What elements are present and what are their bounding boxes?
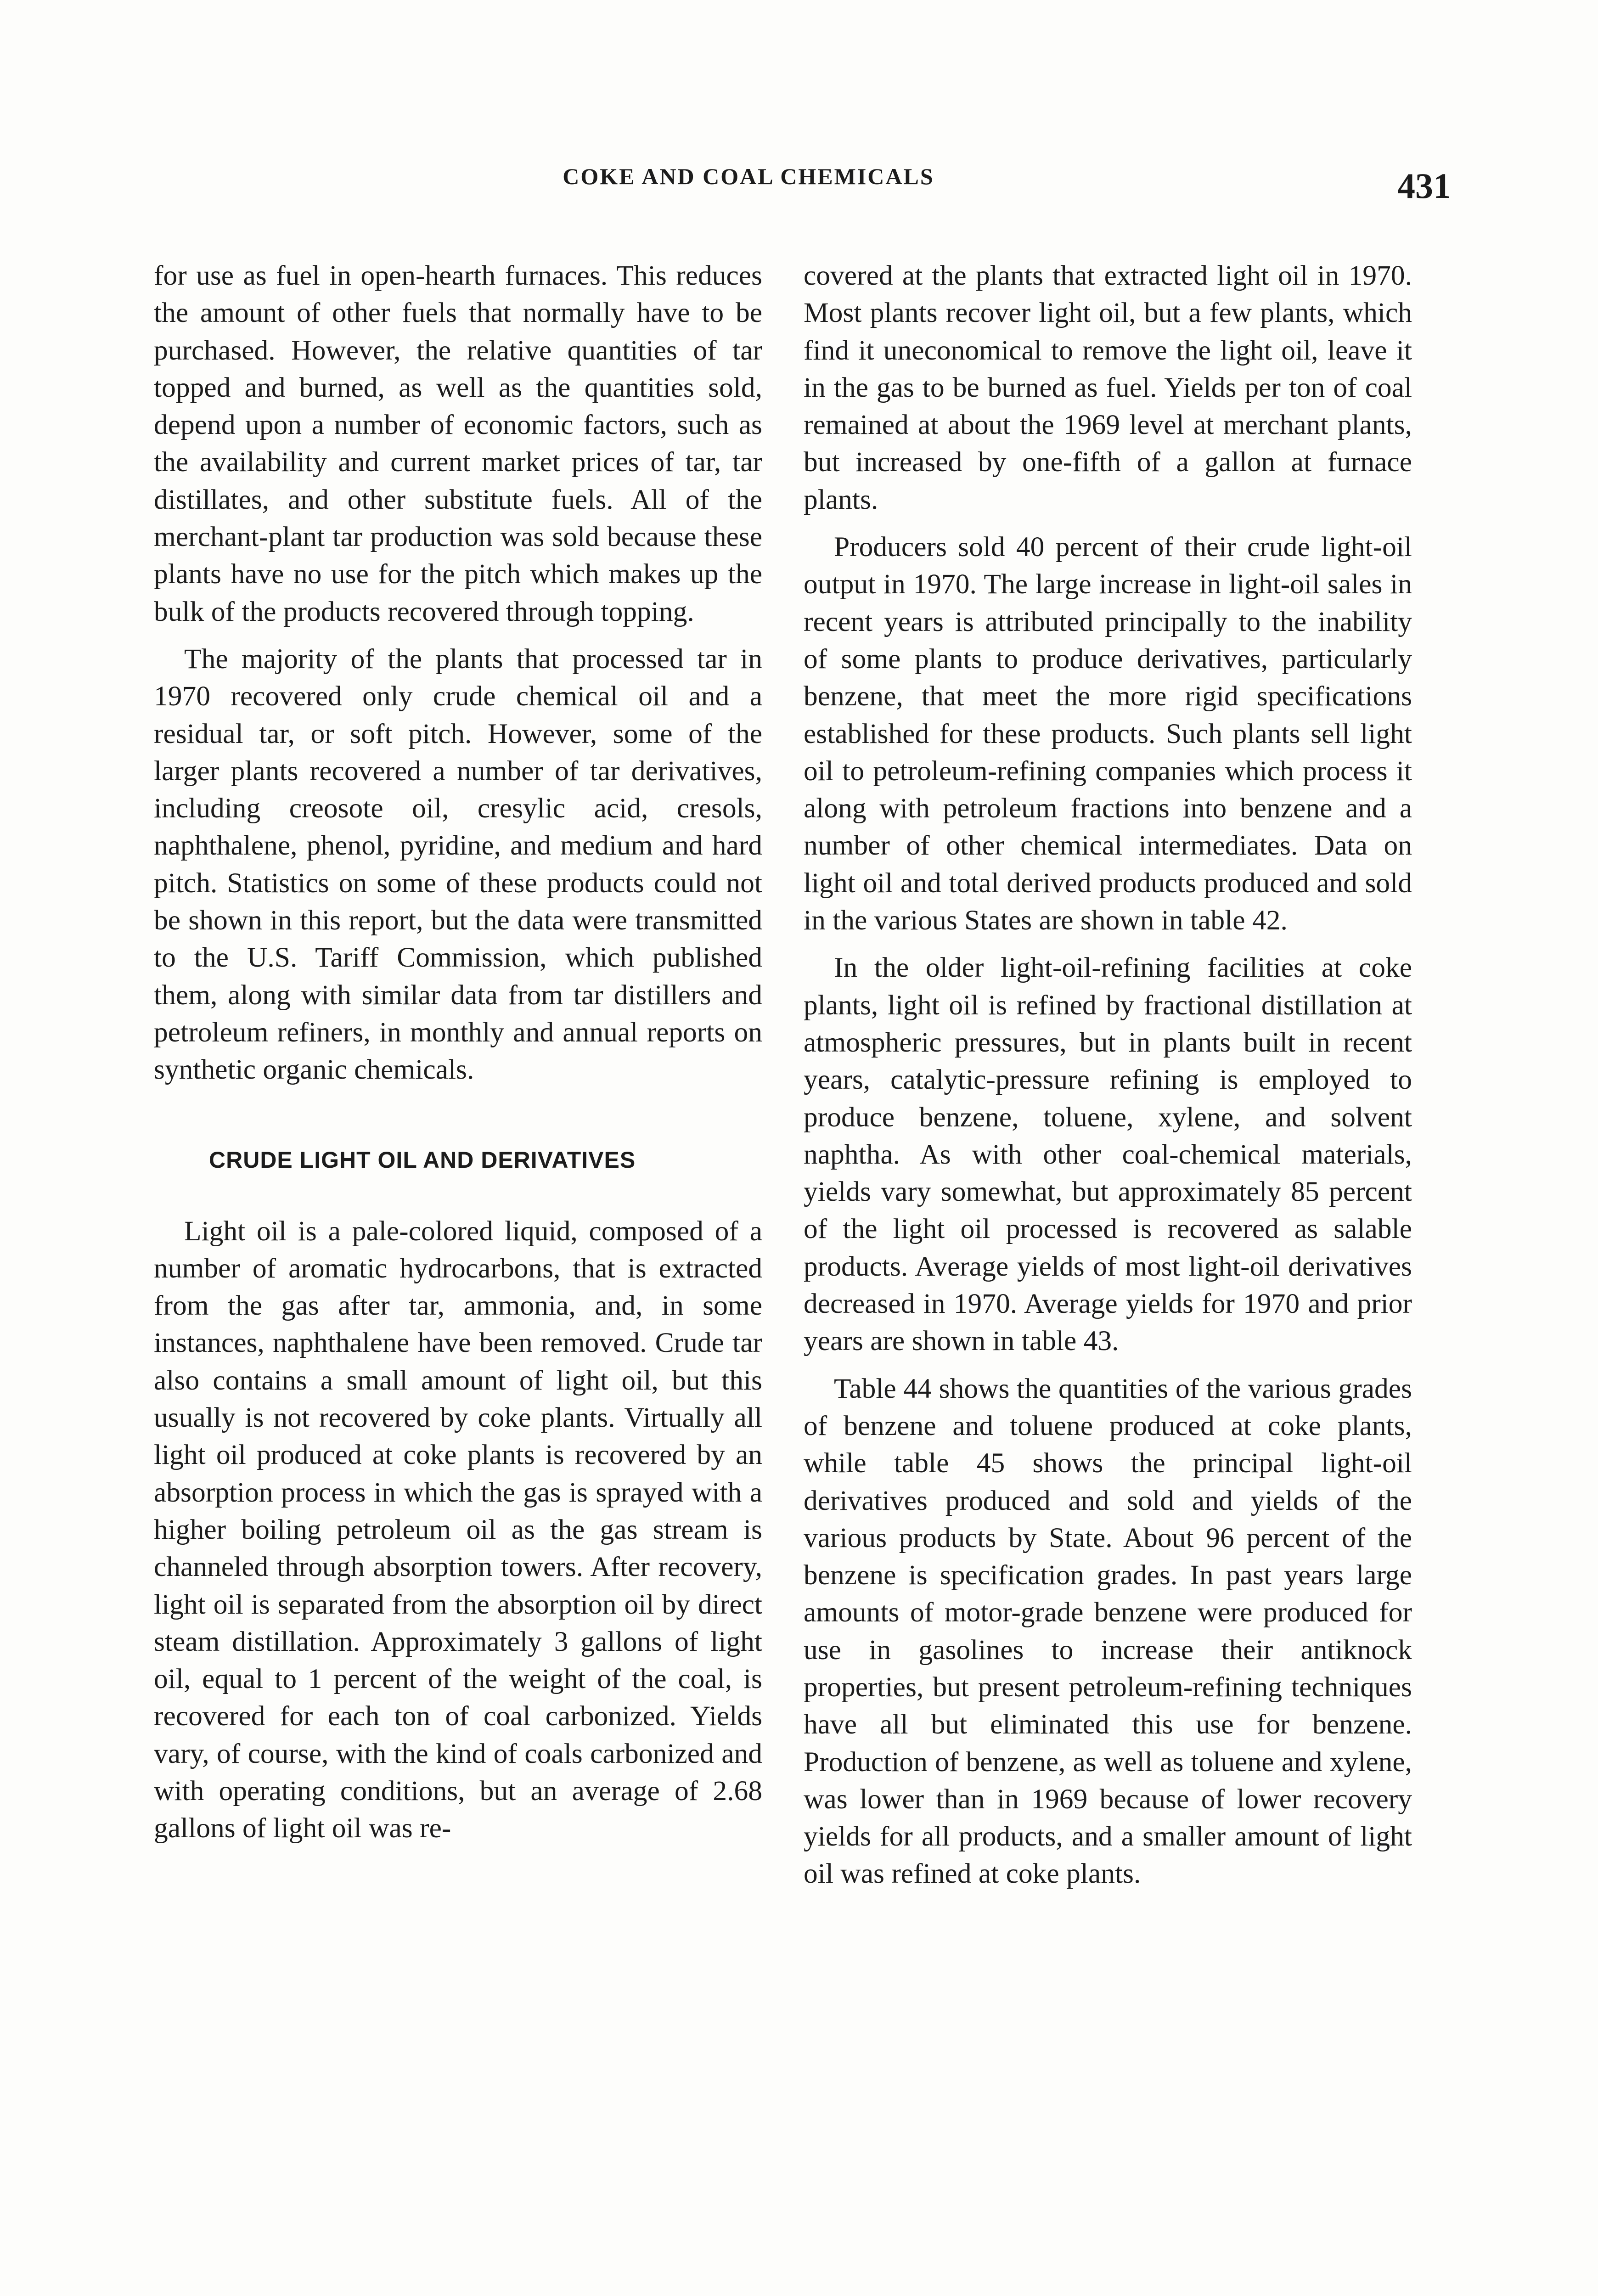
right-paragraph-1: covered at the plants that extracted light oil in 1970. Most plants recover light oil, but a few plants, which find it uneconomical to remove the light oil, leave it in the gas to be burned as fuel. Yields per ton of coal remained at about the 1969 level at merchant plants, but increased by one-fifth of a gallon at furnace plants. bbox=[804, 260, 1412, 515]
section-heading: CRUDE LIGHT OIL AND DERIVATIVES bbox=[209, 1147, 636, 1173]
right-paragraph-2: Producers sold 40 percent of their crude light-oil output in 1970. The large increase in light-oil sales in recent years is attributed principally to the inability of some plants to produce derivatives, particularly benzene, that meet the more rigid specifications established for these products. Such plants sell light oil to petroleum-refining companies which process it along with petroleum fractions into benzene and a number of other chemical intermediates. Data on light oil and total derived products produced and sold in the various States are shown in table 42. bbox=[804, 531, 1412, 936]
left-paragraph-1: for use as fuel in open-hearth furnaces. This reduces the amount of other fuels that normally have to be purchased. However, the relative quantities of tar topped and burned, as well as the quantities sold, depend upon a number of economic factors, such as the availability and current market prices of tar, tar distillates, and other substitute fuels. All of the merchant-plant tar production was sold because these plants have no use for the pitch which makes up the bulk of the products recovered through topping. bbox=[154, 260, 762, 627]
right-column bbox=[804, 257, 1412, 1903]
left-paragraph-3: Light oil is a pale-colored liquid, composed of a number of aromatic hydrocarbons, that is extracted from the gas after tar, ammonia, and, in some instances, naphthalene have been removed. Crude tar also contains a small amount of light oil, but this usually is not recovered by coke plants. Virtually all light oil produced at coke plants is recovered by an absorption process in which the gas is sprayed with a higher boiling petroleum oil as the gas stream is channeled through absorption towers. After recovery, light oil is separated from the absorption oil by direct steam distillation. Approximately 3 gallons of light oil, equal to 1 percent of the weight of the coal, is recovered for each ton of coal carbonized. Yields vary, of course, with the kind of coals carbonized and with operating conditions, but an average of 2.68 gallons of light oil was re- bbox=[154, 1215, 762, 1844]
right-paragraph-3: In the older light-oil-refining facilities at coke plants, light oil is refined by fractional distillation at atmospheric pressures, but in plants built in recent years, catalytic-pressure refining is employed to produce benzene, toluene, xylene, and solvent naphtha. As with other coal-chemical materials, yields vary somewhat, but approximately 85 percent of the light oil processed is recovered as salable products. Average yields of most light-oil derivatives decreased in 1970. Average yields for 1970 and prior years are shown in table 43. bbox=[804, 952, 1412, 1357]
page-number: 431 bbox=[1397, 166, 1451, 206]
running-head-title: COKE AND COAL CHEMICALS bbox=[563, 163, 934, 189]
right-paragraph-4: Table 44 shows the quantities of the various grades of benzene and toluene produced at coke plants, while table 45 shows the principal light-oil derivatives produced and sold and yields of the various products by State. About 96 percent of the benzene is specification grades. In past years large amounts of motor-grade benzene were produced for use in gasolines to increase their antiknock properties, but present petroleum-refining techniques have all but eliminated this use for benzene. Production of benzene, as well as toluene and xylene, was lower than in 1969 because of lower recovery yields for all products, and a smaller amount of light oil was refined at coke plants. bbox=[804, 1373, 1412, 1890]
left-paragraph-2: The majority of the plants that processed tar in 1970 recovered only crude chemical oil and a residual tar, or soft pitch. However, some of the larger plants recovered a number of tar derivatives, including creosote oil, cresylic acid, cresols, naphthalene, phenol, pyridine, and medium and hard pitch. Statistics on some of these products could not be shown in this report, but the data were transmitted to the U.S. Tariff Commission, which published them, along with similar data from tar distillers and petroleum refiners, in monthly and annual reports on synthetic organic chemicals. bbox=[154, 643, 762, 1086]
left-column bbox=[154, 257, 762, 1857]
